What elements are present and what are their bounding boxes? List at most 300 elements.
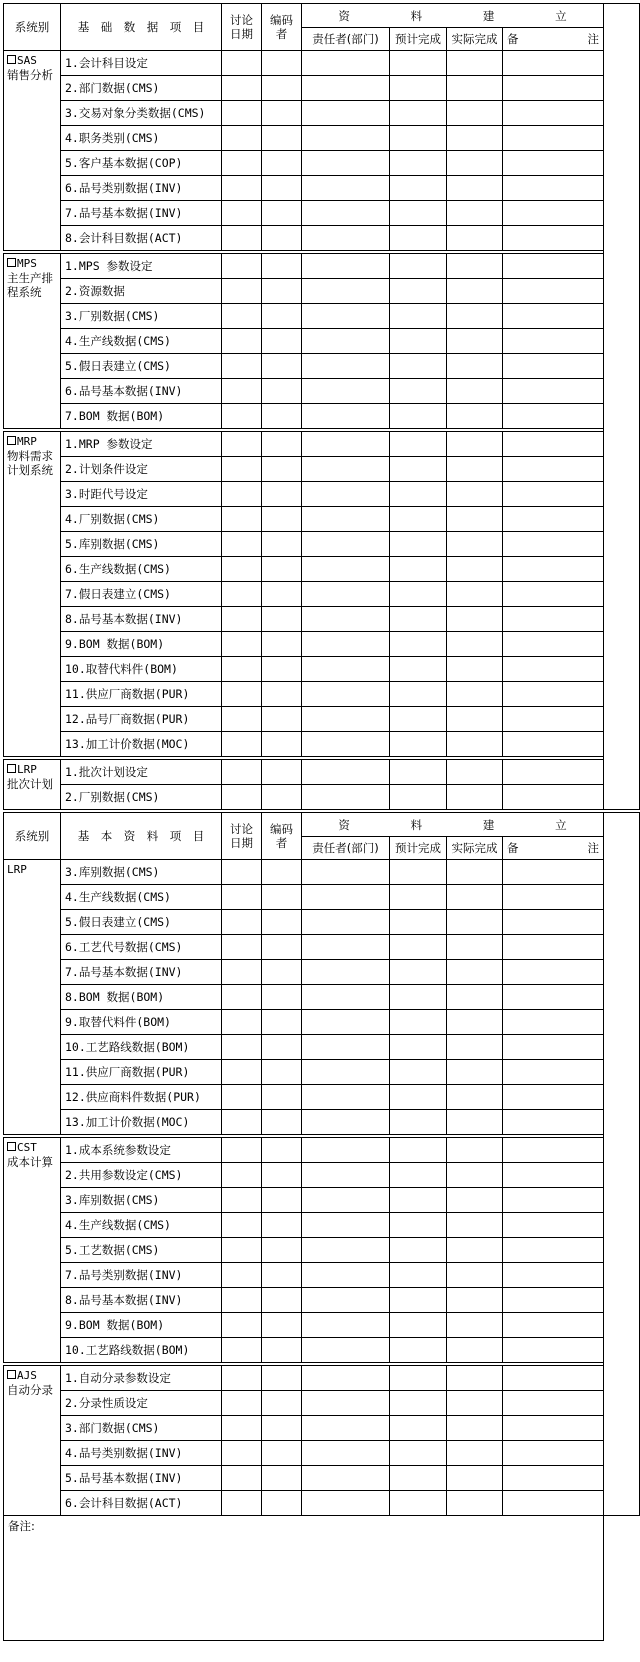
coder-cell[interactable] <box>262 657 302 682</box>
planned-cell[interactable] <box>390 1466 447 1491</box>
discuss-date-cell[interactable] <box>222 985 262 1010</box>
discuss-date-cell[interactable] <box>222 1491 262 1516</box>
coder-cell[interactable] <box>262 1441 302 1466</box>
owner-cell[interactable] <box>302 1416 390 1441</box>
actual-cell[interactable] <box>447 860 503 885</box>
actual-cell[interactable] <box>447 682 503 707</box>
planned-cell[interactable] <box>390 1288 447 1313</box>
discuss-date-cell[interactable] <box>222 1188 262 1213</box>
actual-cell[interactable] <box>447 151 503 176</box>
remark-cell[interactable] <box>503 557 604 582</box>
remark-cell[interactable] <box>503 1110 604 1135</box>
planned-cell[interactable] <box>390 760 447 785</box>
actual-cell[interactable] <box>447 507 503 532</box>
coder-cell[interactable] <box>262 632 302 657</box>
planned-cell[interactable] <box>390 935 447 960</box>
remark-cell[interactable] <box>503 860 604 885</box>
planned-cell[interactable] <box>390 1110 447 1135</box>
coder-cell[interactable] <box>262 985 302 1010</box>
coder-cell[interactable] <box>262 101 302 126</box>
actual-cell[interactable] <box>447 885 503 910</box>
actual-cell[interactable] <box>447 1110 503 1135</box>
owner-cell[interactable] <box>302 482 390 507</box>
discuss-date-cell[interactable] <box>222 1060 262 1085</box>
coder-cell[interactable] <box>262 1288 302 1313</box>
remark-cell[interactable] <box>503 151 604 176</box>
actual-cell[interactable] <box>447 985 503 1010</box>
remark-cell[interactable] <box>503 960 604 985</box>
coder-cell[interactable] <box>262 201 302 226</box>
discuss-date-cell[interactable] <box>222 557 262 582</box>
actual-cell[interactable] <box>447 304 503 329</box>
actual-cell[interactable] <box>447 1416 503 1441</box>
discuss-date-cell[interactable] <box>222 457 262 482</box>
remark-cell[interactable] <box>503 1466 604 1491</box>
remark-cell[interactable] <box>503 379 604 404</box>
actual-cell[interactable] <box>447 910 503 935</box>
actual-cell[interactable] <box>447 582 503 607</box>
actual-cell[interactable] <box>447 1466 503 1491</box>
coder-cell[interactable] <box>262 935 302 960</box>
checkbox-icon[interactable] <box>7 1370 16 1379</box>
coder-cell[interactable] <box>262 1010 302 1035</box>
owner-cell[interactable] <box>302 1213 390 1238</box>
remark-cell[interactable] <box>503 354 604 379</box>
owner-cell[interactable] <box>302 1288 390 1313</box>
discuss-date-cell[interactable] <box>222 432 262 457</box>
actual-cell[interactable] <box>447 1238 503 1263</box>
actual-cell[interactable] <box>447 201 503 226</box>
discuss-date-cell[interactable] <box>222 860 262 885</box>
planned-cell[interactable] <box>390 1263 447 1288</box>
remark-cell[interactable] <box>503 51 604 76</box>
checkbox-icon[interactable] <box>7 55 16 64</box>
planned-cell[interactable] <box>390 1338 447 1363</box>
discuss-date-cell[interactable] <box>222 379 262 404</box>
owner-cell[interactable] <box>302 1010 390 1035</box>
planned-cell[interactable] <box>390 1060 447 1085</box>
remark-cell[interactable] <box>503 760 604 785</box>
planned-cell[interactable] <box>390 1010 447 1035</box>
actual-cell[interactable] <box>447 457 503 482</box>
owner-cell[interactable] <box>302 176 390 201</box>
actual-cell[interactable] <box>447 1035 503 1060</box>
coder-cell[interactable] <box>262 1491 302 1516</box>
planned-cell[interactable] <box>390 732 447 757</box>
owner-cell[interactable] <box>302 254 390 279</box>
planned-cell[interactable] <box>390 1188 447 1213</box>
remark-cell[interactable] <box>503 632 604 657</box>
discuss-date-cell[interactable] <box>222 960 262 985</box>
remark-cell[interactable] <box>503 1213 604 1238</box>
coder-cell[interactable] <box>262 354 302 379</box>
planned-cell[interactable] <box>390 329 447 354</box>
owner-cell[interactable] <box>302 507 390 532</box>
remark-cell[interactable] <box>503 985 604 1010</box>
actual-cell[interactable] <box>447 935 503 960</box>
owner-cell[interactable] <box>302 1035 390 1060</box>
planned-cell[interactable] <box>390 1035 447 1060</box>
discuss-date-cell[interactable] <box>222 582 262 607</box>
owner-cell[interactable] <box>302 329 390 354</box>
owner-cell[interactable] <box>302 151 390 176</box>
planned-cell[interactable] <box>390 557 447 582</box>
remark-cell[interactable] <box>503 432 604 457</box>
planned-cell[interactable] <box>390 582 447 607</box>
coder-cell[interactable] <box>262 51 302 76</box>
owner-cell[interactable] <box>302 1238 390 1263</box>
owner-cell[interactable] <box>302 682 390 707</box>
actual-cell[interactable] <box>447 354 503 379</box>
remark-cell[interactable] <box>503 404 604 429</box>
discuss-date-cell[interactable] <box>222 1416 262 1441</box>
coder-cell[interactable] <box>262 507 302 532</box>
owner-cell[interactable] <box>302 960 390 985</box>
planned-cell[interactable] <box>390 201 447 226</box>
actual-cell[interactable] <box>447 404 503 429</box>
discuss-date-cell[interactable] <box>222 632 262 657</box>
discuss-date-cell[interactable] <box>222 226 262 251</box>
planned-cell[interactable] <box>390 354 447 379</box>
discuss-date-cell[interactable] <box>222 1138 262 1163</box>
discuss-date-cell[interactable] <box>222 1441 262 1466</box>
coder-cell[interactable] <box>262 1188 302 1213</box>
coder-cell[interactable] <box>262 457 302 482</box>
owner-cell[interactable] <box>302 985 390 1010</box>
planned-cell[interactable] <box>390 1366 447 1391</box>
discuss-date-cell[interactable] <box>222 1035 262 1060</box>
owner-cell[interactable] <box>302 379 390 404</box>
planned-cell[interactable] <box>390 507 447 532</box>
planned-cell[interactable] <box>390 126 447 151</box>
planned-cell[interactable] <box>390 860 447 885</box>
coder-cell[interactable] <box>262 1138 302 1163</box>
planned-cell[interactable] <box>390 1491 447 1516</box>
actual-cell[interactable] <box>447 1213 503 1238</box>
coder-cell[interactable] <box>262 885 302 910</box>
coder-cell[interactable] <box>262 682 302 707</box>
remark-cell[interactable] <box>503 1163 604 1188</box>
coder-cell[interactable] <box>262 1313 302 1338</box>
planned-cell[interactable] <box>390 379 447 404</box>
planned-cell[interactable] <box>390 101 447 126</box>
owner-cell[interactable] <box>302 1391 390 1416</box>
owner-cell[interactable] <box>302 1366 390 1391</box>
coder-cell[interactable] <box>262 1263 302 1288</box>
coder-cell[interactable] <box>262 760 302 785</box>
coder-cell[interactable] <box>262 707 302 732</box>
remark-cell[interactable] <box>503 885 604 910</box>
actual-cell[interactable] <box>447 1163 503 1188</box>
planned-cell[interactable] <box>390 151 447 176</box>
remark-cell[interactable] <box>503 1010 604 1035</box>
coder-cell[interactable] <box>262 1338 302 1363</box>
discuss-date-cell[interactable] <box>222 607 262 632</box>
coder-cell[interactable] <box>262 76 302 101</box>
discuss-date-cell[interactable] <box>222 126 262 151</box>
discuss-date-cell[interactable] <box>222 404 262 429</box>
actual-cell[interactable] <box>447 126 503 151</box>
owner-cell[interactable] <box>302 126 390 151</box>
remark-cell[interactable] <box>503 304 604 329</box>
discuss-date-cell[interactable] <box>222 176 262 201</box>
actual-cell[interactable] <box>447 707 503 732</box>
planned-cell[interactable] <box>390 304 447 329</box>
actual-cell[interactable] <box>447 557 503 582</box>
remark-cell[interactable] <box>503 101 604 126</box>
owner-cell[interactable] <box>302 457 390 482</box>
checkbox-icon[interactable] <box>7 258 16 267</box>
planned-cell[interactable] <box>390 985 447 1010</box>
coder-cell[interactable] <box>262 960 302 985</box>
coder-cell[interactable] <box>262 1163 302 1188</box>
coder-cell[interactable] <box>262 785 302 810</box>
planned-cell[interactable] <box>390 1441 447 1466</box>
remark-cell[interactable] <box>503 1416 604 1441</box>
remark-cell[interactable] <box>503 607 604 632</box>
actual-cell[interactable] <box>447 1441 503 1466</box>
discuss-date-cell[interactable] <box>222 910 262 935</box>
planned-cell[interactable] <box>390 885 447 910</box>
remark-cell[interactable] <box>503 532 604 557</box>
planned-cell[interactable] <box>390 279 447 304</box>
planned-cell[interactable] <box>390 226 447 251</box>
owner-cell[interactable] <box>302 1491 390 1516</box>
coder-cell[interactable] <box>262 860 302 885</box>
owner-cell[interactable] <box>302 910 390 935</box>
remark-cell[interactable] <box>503 482 604 507</box>
discuss-date-cell[interactable] <box>222 354 262 379</box>
actual-cell[interactable] <box>447 254 503 279</box>
coder-cell[interactable] <box>262 1416 302 1441</box>
remark-cell[interactable] <box>503 1060 604 1085</box>
coder-cell[interactable] <box>262 151 302 176</box>
owner-cell[interactable] <box>302 404 390 429</box>
planned-cell[interactable] <box>390 682 447 707</box>
owner-cell[interactable] <box>302 785 390 810</box>
planned-cell[interactable] <box>390 910 447 935</box>
owner-cell[interactable] <box>302 860 390 885</box>
coder-cell[interactable] <box>262 557 302 582</box>
coder-cell[interactable] <box>262 1035 302 1060</box>
owner-cell[interactable] <box>302 432 390 457</box>
actual-cell[interactable] <box>447 1263 503 1288</box>
remark-cell[interactable] <box>503 279 604 304</box>
actual-cell[interactable] <box>447 760 503 785</box>
remark-cell[interactable] <box>503 1188 604 1213</box>
planned-cell[interactable] <box>390 1213 447 1238</box>
remark-cell[interactable] <box>503 1366 604 1391</box>
owner-cell[interactable] <box>302 1313 390 1338</box>
remark-cell[interactable] <box>503 910 604 935</box>
discuss-date-cell[interactable] <box>222 1085 262 1110</box>
remark-cell[interactable] <box>503 1313 604 1338</box>
coder-cell[interactable] <box>262 404 302 429</box>
planned-cell[interactable] <box>390 76 447 101</box>
discuss-date-cell[interactable] <box>222 51 262 76</box>
actual-cell[interactable] <box>447 379 503 404</box>
remark-cell[interactable] <box>503 732 604 757</box>
planned-cell[interactable] <box>390 176 447 201</box>
coder-cell[interactable] <box>262 1060 302 1085</box>
remark-cell[interactable] <box>503 1441 604 1466</box>
discuss-date-cell[interactable] <box>222 482 262 507</box>
discuss-date-cell[interactable] <box>222 682 262 707</box>
owner-cell[interactable] <box>302 354 390 379</box>
coder-cell[interactable] <box>262 329 302 354</box>
remark-cell[interactable] <box>503 657 604 682</box>
owner-cell[interactable] <box>302 632 390 657</box>
remark-cell[interactable] <box>503 329 604 354</box>
planned-cell[interactable] <box>390 532 447 557</box>
owner-cell[interactable] <box>302 201 390 226</box>
actual-cell[interactable] <box>447 176 503 201</box>
owner-cell[interactable] <box>302 1163 390 1188</box>
owner-cell[interactable] <box>302 582 390 607</box>
coder-cell[interactable] <box>262 532 302 557</box>
coder-cell[interactable] <box>262 176 302 201</box>
owner-cell[interactable] <box>302 707 390 732</box>
discuss-date-cell[interactable] <box>222 201 262 226</box>
discuss-date-cell[interactable] <box>222 304 262 329</box>
discuss-date-cell[interactable] <box>222 707 262 732</box>
owner-cell[interactable] <box>302 1338 390 1363</box>
planned-cell[interactable] <box>390 707 447 732</box>
remark-cell[interactable] <box>503 582 604 607</box>
planned-cell[interactable] <box>390 482 447 507</box>
remark-cell[interactable] <box>503 507 604 532</box>
discuss-date-cell[interactable] <box>222 1466 262 1491</box>
discuss-date-cell[interactable] <box>222 885 262 910</box>
discuss-date-cell[interactable] <box>222 1110 262 1135</box>
actual-cell[interactable] <box>447 960 503 985</box>
planned-cell[interactable] <box>390 1391 447 1416</box>
discuss-date-cell[interactable] <box>222 760 262 785</box>
planned-cell[interactable] <box>390 51 447 76</box>
discuss-date-cell[interactable] <box>222 1288 262 1313</box>
coder-cell[interactable] <box>262 279 302 304</box>
remark-cell[interactable] <box>503 1085 604 1110</box>
actual-cell[interactable] <box>447 1010 503 1035</box>
actual-cell[interactable] <box>447 785 503 810</box>
owner-cell[interactable] <box>302 1466 390 1491</box>
planned-cell[interactable] <box>390 960 447 985</box>
planned-cell[interactable] <box>390 404 447 429</box>
checkbox-icon[interactable] <box>7 1142 16 1151</box>
coder-cell[interactable] <box>262 1466 302 1491</box>
owner-cell[interactable] <box>302 1441 390 1466</box>
planned-cell[interactable] <box>390 1416 447 1441</box>
owner-cell[interactable] <box>302 885 390 910</box>
coder-cell[interactable] <box>262 1238 302 1263</box>
coder-cell[interactable] <box>262 1110 302 1135</box>
owner-cell[interactable] <box>302 1138 390 1163</box>
planned-cell[interactable] <box>390 657 447 682</box>
discuss-date-cell[interactable] <box>222 101 262 126</box>
remark-cell[interactable] <box>503 1263 604 1288</box>
discuss-date-cell[interactable] <box>222 76 262 101</box>
owner-cell[interactable] <box>302 607 390 632</box>
owner-cell[interactable] <box>302 51 390 76</box>
coder-cell[interactable] <box>262 1366 302 1391</box>
owner-cell[interactable] <box>302 657 390 682</box>
remark-cell[interactable] <box>503 1288 604 1313</box>
actual-cell[interactable] <box>447 1313 503 1338</box>
actual-cell[interactable] <box>447 226 503 251</box>
remark-cell[interactable] <box>503 201 604 226</box>
coder-cell[interactable] <box>262 607 302 632</box>
actual-cell[interactable] <box>447 1288 503 1313</box>
remark-cell[interactable] <box>503 254 604 279</box>
notes-area[interactable] <box>4 1516 604 1641</box>
remark-cell[interactable] <box>503 126 604 151</box>
remark-cell[interactable] <box>503 935 604 960</box>
coder-cell[interactable] <box>262 432 302 457</box>
discuss-date-cell[interactable] <box>222 151 262 176</box>
actual-cell[interactable] <box>447 101 503 126</box>
actual-cell[interactable] <box>447 482 503 507</box>
discuss-date-cell[interactable] <box>222 1010 262 1035</box>
discuss-date-cell[interactable] <box>222 1213 262 1238</box>
actual-cell[interactable] <box>447 1138 503 1163</box>
discuss-date-cell[interactable] <box>222 935 262 960</box>
discuss-date-cell[interactable] <box>222 1338 262 1363</box>
coder-cell[interactable] <box>262 582 302 607</box>
discuss-date-cell[interactable] <box>222 732 262 757</box>
discuss-date-cell[interactable] <box>222 1263 262 1288</box>
planned-cell[interactable] <box>390 632 447 657</box>
discuss-date-cell[interactable] <box>222 254 262 279</box>
actual-cell[interactable] <box>447 607 503 632</box>
owner-cell[interactable] <box>302 1263 390 1288</box>
coder-cell[interactable] <box>262 379 302 404</box>
planned-cell[interactable] <box>390 254 447 279</box>
planned-cell[interactable] <box>390 785 447 810</box>
actual-cell[interactable] <box>447 532 503 557</box>
remark-cell[interactable] <box>503 1491 604 1516</box>
planned-cell[interactable] <box>390 1085 447 1110</box>
owner-cell[interactable] <box>302 304 390 329</box>
owner-cell[interactable] <box>302 732 390 757</box>
remark-cell[interactable] <box>503 226 604 251</box>
actual-cell[interactable] <box>447 279 503 304</box>
actual-cell[interactable] <box>447 657 503 682</box>
coder-cell[interactable] <box>262 254 302 279</box>
owner-cell[interactable] <box>302 279 390 304</box>
actual-cell[interactable] <box>447 1491 503 1516</box>
coder-cell[interactable] <box>262 1213 302 1238</box>
actual-cell[interactable] <box>447 76 503 101</box>
remark-cell[interactable] <box>503 457 604 482</box>
discuss-date-cell[interactable] <box>222 1313 262 1338</box>
discuss-date-cell[interactable] <box>222 329 262 354</box>
discuss-date-cell[interactable] <box>222 1391 262 1416</box>
remark-cell[interactable] <box>503 785 604 810</box>
actual-cell[interactable] <box>447 1391 503 1416</box>
planned-cell[interactable] <box>390 457 447 482</box>
remark-cell[interactable] <box>503 1338 604 1363</box>
discuss-date-cell[interactable] <box>222 1238 262 1263</box>
discuss-date-cell[interactable] <box>222 279 262 304</box>
coder-cell[interactable] <box>262 126 302 151</box>
remark-cell[interactable] <box>503 1035 604 1060</box>
planned-cell[interactable] <box>390 1138 447 1163</box>
remark-cell[interactable] <box>503 707 604 732</box>
discuss-date-cell[interactable] <box>222 532 262 557</box>
remark-cell[interactable] <box>503 76 604 101</box>
checkbox-icon[interactable] <box>7 764 16 773</box>
discuss-date-cell[interactable] <box>222 1163 262 1188</box>
